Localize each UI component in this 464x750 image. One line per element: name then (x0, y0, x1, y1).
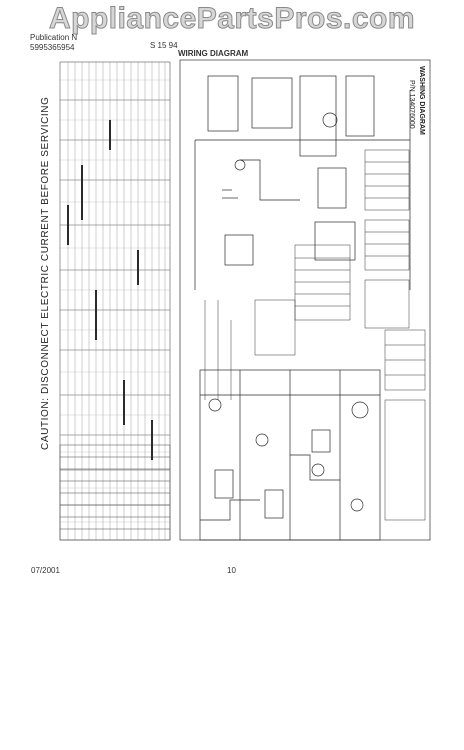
diagram-title: WIRING DIAGRAM (178, 49, 249, 58)
side-diagram-part: P/N 134076000 (408, 80, 415, 129)
component-block (205, 300, 295, 400)
page-number: 10 (227, 566, 236, 575)
timer-chart-columns (68, 62, 165, 540)
schematic-frame (180, 60, 430, 540)
caution-text: CAUTION: DISCONNECT ELECTRIC CURRENT BEFORE SERVICING (40, 96, 51, 450)
watermark: AppliancePartsPros.com (48, 2, 416, 35)
side-diagram-title: WASHING DIAGRAM (418, 66, 425, 135)
right-lower-legend (385, 330, 425, 520)
part-number: 5995365954 (30, 43, 75, 52)
footer-date: 07/2001 (31, 566, 60, 575)
caution-banner (40, 96, 54, 750)
circuit-index-table (60, 445, 170, 540)
lower-schematic (200, 370, 380, 540)
timer-sequence-chart (60, 62, 170, 540)
model-number: S 15 94 (150, 41, 178, 50)
publication-number: Publication N (30, 33, 78, 42)
legend-tables (295, 150, 409, 328)
timer-chart-fine-rows (60, 80, 170, 522)
